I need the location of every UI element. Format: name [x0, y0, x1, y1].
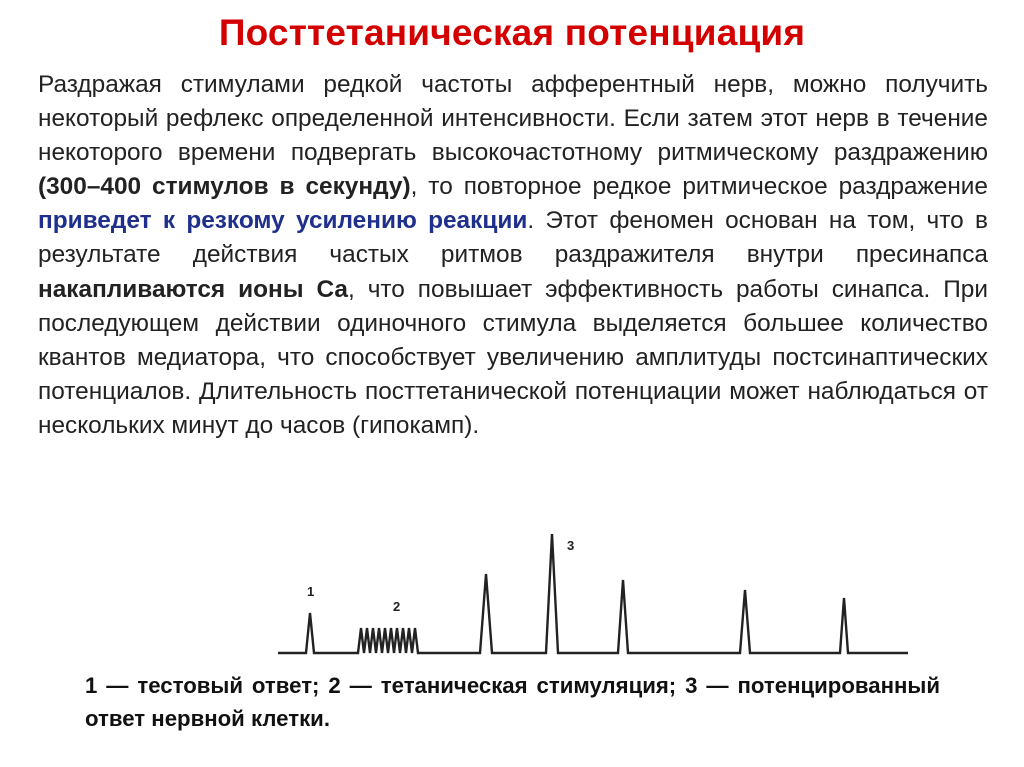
paragraph-bold-calcium: накапливаются ионы Са — [38, 275, 348, 303]
trace-label-3: 3 — [567, 538, 575, 553]
figure-caption: 1 — тестовый ответ; 2 — тетаническая стимуляция; 3 — потенцированный ответ нервной клетки. — [85, 673, 940, 731]
potentiation-trace-figure — [270, 528, 920, 663]
paragraph-highlight-effect: приведет к резкому усилению реакции — [38, 207, 528, 235]
slide-title: Посттетаническая потенциация — [218, 12, 806, 53]
paragraph-text-4: , что повышает эффективность работы синапса. При последующем действии одиночного стимула выделяется большее количество квантов медиатора, что способствует увеличению амплитуды постсинаптических потенциалов. Длительность посттетанической потенциации может наблюдаться от нескольких минут до часов (гипокамп). — [38, 275, 988, 439]
paragraph-text-2: , то повторное редкое ритмическое раздражение — [410, 173, 988, 201]
paragraph-text-1: Раздражая стимулами редкой частоты афферентный нерв, можно получить некоторый рефлекс определенной интенсивности. Если затем этот нерв в течение некоторого времени подвергать высокочастотному ритмическому раздражению — [38, 71, 988, 167]
paragraph-bold-frequency: (300–400 стимулов в секунду) — [38, 173, 411, 201]
trace-label-2: 2 — [393, 599, 401, 614]
body-paragraph — [38, 68, 988, 443]
trace-label-1: 1 — [307, 584, 315, 599]
potential-trace — [278, 534, 908, 653]
paragraph-text-3: . Этот феномен основан на том, что в результате действия частых ритмов раздражителя внутри пресинапса — [38, 207, 988, 269]
